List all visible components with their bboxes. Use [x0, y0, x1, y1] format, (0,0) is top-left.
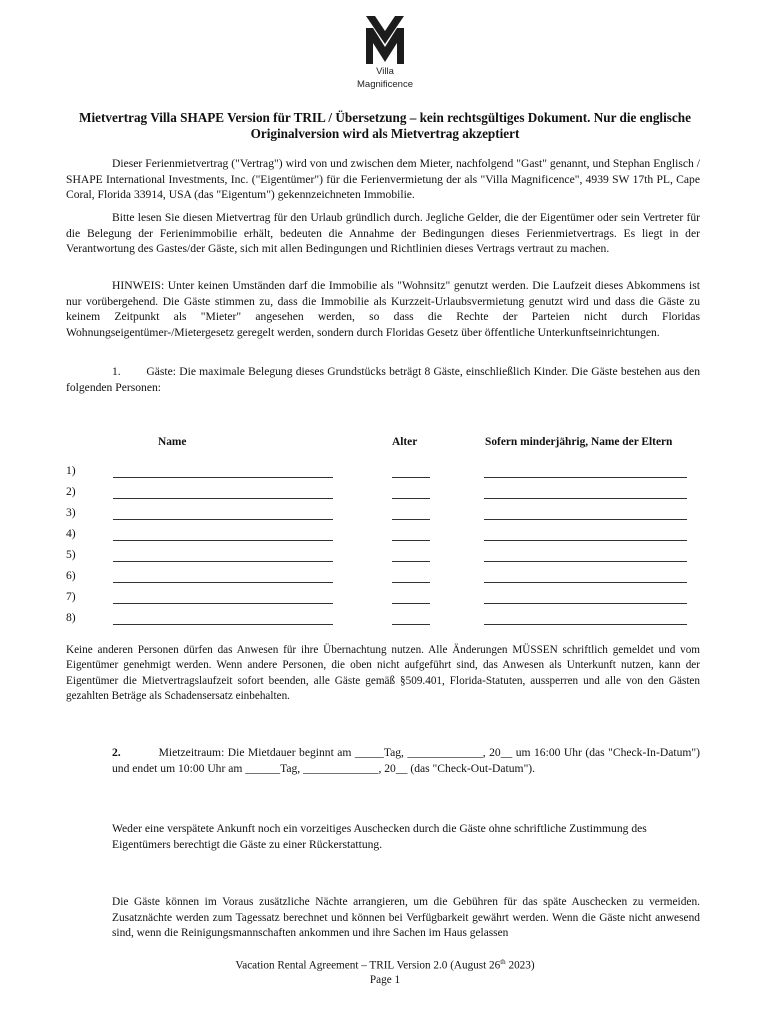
intro-paragraph — [66, 156, 700, 203]
read-paragraph — [66, 210, 700, 257]
guest-row — [66, 527, 706, 547]
guest-age-line[interactable] — [392, 582, 430, 583]
guest-age-line[interactable] — [392, 603, 430, 604]
guest-row-number: 8) — [66, 611, 76, 624]
footer-version-sup: th — [500, 958, 506, 966]
guest-row-number: 7) — [66, 590, 76, 603]
header-parent-name: Sofern minderjährig, Name der Eltern — [485, 436, 673, 448]
guest-row — [66, 611, 706, 631]
other-persons-paragraph: Keine anderen Personen dürfen das Anwesen für ihre Übernachtung nutzen. Alle Änderungen MÜSSEN schriftlich gemeldet und vom Eigentümer genehmigt werden. Wenn andere Personen, die oben nicht aufgeführt sind, das Anwesen als Unterkunft nutzen, kann der Eigentümer die Mietvertragslaufzeit sofort beenden, alle Gäste gemäß §509.401, Florida-Statuten, aussperren und alle von den Gästen gezahlten Beträge als Schadensersatz einbehalten. — [66, 644, 700, 702]
refund-paragraph: Weder eine verspätete Ankunft noch ein vorzeitiges Auschecken durch die Gäste ohne schriftliche Zustimmung des Eigentümers berechtigt die Gäste zu einer Rückerstattung. — [112, 822, 647, 851]
guests-section-number: 1. — [112, 365, 121, 378]
intro-text: Dieser Ferienmietvertrag ("Vertrag") wird von und zwischen dem Mieter, nachfolgend "Gast" genannt, und Stephan Englisch / SHAPE International Investments, Inc. ("Eigentümer") für die Ferienvermietung der als "Villa Magnificence", 4939 SW 17th PL, Cape Coral, Florida 33914, USA (das "Eigentum") gekennzeichneten Immobilie. — [66, 157, 700, 201]
guest-parent-line[interactable] — [484, 540, 687, 541]
guest-age-line[interactable] — [392, 624, 430, 625]
period-section-number: 2. — [112, 746, 121, 759]
guest-name-line[interactable] — [113, 519, 333, 520]
notice-paragraph — [66, 278, 700, 340]
guest-row-number: 2) — [66, 485, 76, 498]
page-footer — [0, 955, 770, 987]
read-text: Bitte lesen Sie diesen Mietvertrag für den Urlaub gründlich durch. Jegliche Gelder, die der Eigentümer oder sein Vertreter für die Belegung der Ferienimmobilie erhält, bedeuten die Annahme der Bedingungen dieses Ferienmietvertrags. Es liegt in der Verantwortung des Gastes/der Gäste, sich mit allen Bedingungen und Richtlinien dieses Vertrags vertraut zu machen. — [66, 211, 700, 255]
footer-version-text: Vacation Rental Agreement – TRIL Version 2.0 (August 26 — [235, 959, 501, 972]
guest-parent-line[interactable] — [484, 582, 687, 583]
logo-line-magnificence: Magnificence — [357, 79, 413, 90]
header-age: Alter — [392, 436, 418, 448]
footer-page-number: Page 1 — [369, 973, 401, 986]
guest-row — [66, 548, 706, 568]
guest-row-number: 5) — [66, 548, 76, 561]
guest-row — [66, 569, 706, 589]
guest-row — [66, 485, 706, 505]
guest-parent-line[interactable] — [484, 624, 687, 625]
villa-magnificence-logo — [346, 16, 424, 90]
extra-nights-paragraph: Die Gäste können im Voraus zusätzliche Nächte arrangieren, um die Gebühren für das späte Auschecken zu vermeiden. Zusatznächte werden zum Tagessatz berechnet und können bei Verfügbarkeit gewährt werden. Wenn die Gäste nicht anwesend sind, wenn die Reinigungsmannschaften ankommen und ihre Sachen im Haus gelassen — [112, 896, 700, 939]
logo-line-villa: Villa — [376, 66, 394, 77]
guest-age-line[interactable] — [392, 561, 430, 562]
guest-row-number: 3) — [66, 506, 76, 519]
header-name: Name — [158, 436, 187, 448]
guest-age-line[interactable] — [392, 477, 430, 478]
guest-parent-line[interactable] — [484, 603, 687, 604]
guest-name-line[interactable] — [113, 582, 333, 583]
guest-parent-line[interactable] — [484, 498, 687, 499]
guest-age-line[interactable] — [392, 540, 430, 541]
guest-row-number: 1) — [66, 464, 76, 477]
guest-name-line[interactable] — [113, 540, 333, 541]
guest-name-line[interactable] — [113, 603, 333, 604]
guest-name-line[interactable] — [113, 477, 333, 478]
guest-parent-line[interactable] — [484, 477, 687, 478]
guest-row — [66, 506, 706, 526]
footer-version-year: 2023) — [505, 959, 535, 972]
guests-paragraph — [66, 364, 700, 395]
guest-name-line[interactable] — [113, 498, 333, 499]
guest-row — [66, 464, 706, 484]
notice-text: HINWEIS: Unter keinen Umständen darf die Immobilie als "Wohnsitz" genutzt werden. Die Laufzeit dieses Abkommens ist nur vorübergehend. Die Gäste stimmen zu, dass die Immobilie als Kurzzeit-Urlaubsvermietung genutzt wird und dass die Gäste zu keinem Zeitpunkt als "Mieter" angesehen werden, so dass die Rechte der Parteien nicht durch Floridas Wohnungseigentümer-/Mietergesetz geregelt werden, sondern durch Floridas Gesetz über öffentliche Unterkunftseinrichtungen. — [66, 279, 700, 339]
footer-version-line — [0, 955, 770, 973]
guest-row — [66, 590, 706, 610]
guest-age-line[interactable] — [392, 519, 430, 520]
guest-parent-line[interactable] — [484, 561, 687, 562]
guest-row-number: 6) — [66, 569, 76, 582]
document-title: Mietvertrag Villa SHAPE Version für TRIL / Übersetzung – kein rechtsgültiges Dokument. Nur die englische Originalversion wird als Mietvertrag akzeptiert — [79, 110, 691, 141]
guest-name-line[interactable] — [113, 624, 333, 625]
vm-monogram-icon — [366, 16, 404, 64]
guest-row-number: 4) — [66, 527, 76, 540]
guests-text: Gäste: Die maximale Belegung dieses Grundstücks beträgt 8 Gäste, einschließlich Kinder. Die Gäste bestehen aus den folgenden Personen: — [66, 365, 701, 394]
guest-age-line[interactable] — [392, 498, 430, 499]
rental-period-paragraph — [112, 745, 700, 776]
guest-parent-line[interactable] — [484, 519, 687, 520]
period-text: Mietzeitraum: Die Mietdauer beginnt am _____Tag, _____________, 20__ um 16:00 Uhr (das "Check-In-Datum") und endet um 10:00 Uhr am ______Tag, _____________, 20__ (das "Check-Out-Datum"). — [112, 746, 700, 775]
guest-name-line[interactable] — [113, 561, 333, 562]
